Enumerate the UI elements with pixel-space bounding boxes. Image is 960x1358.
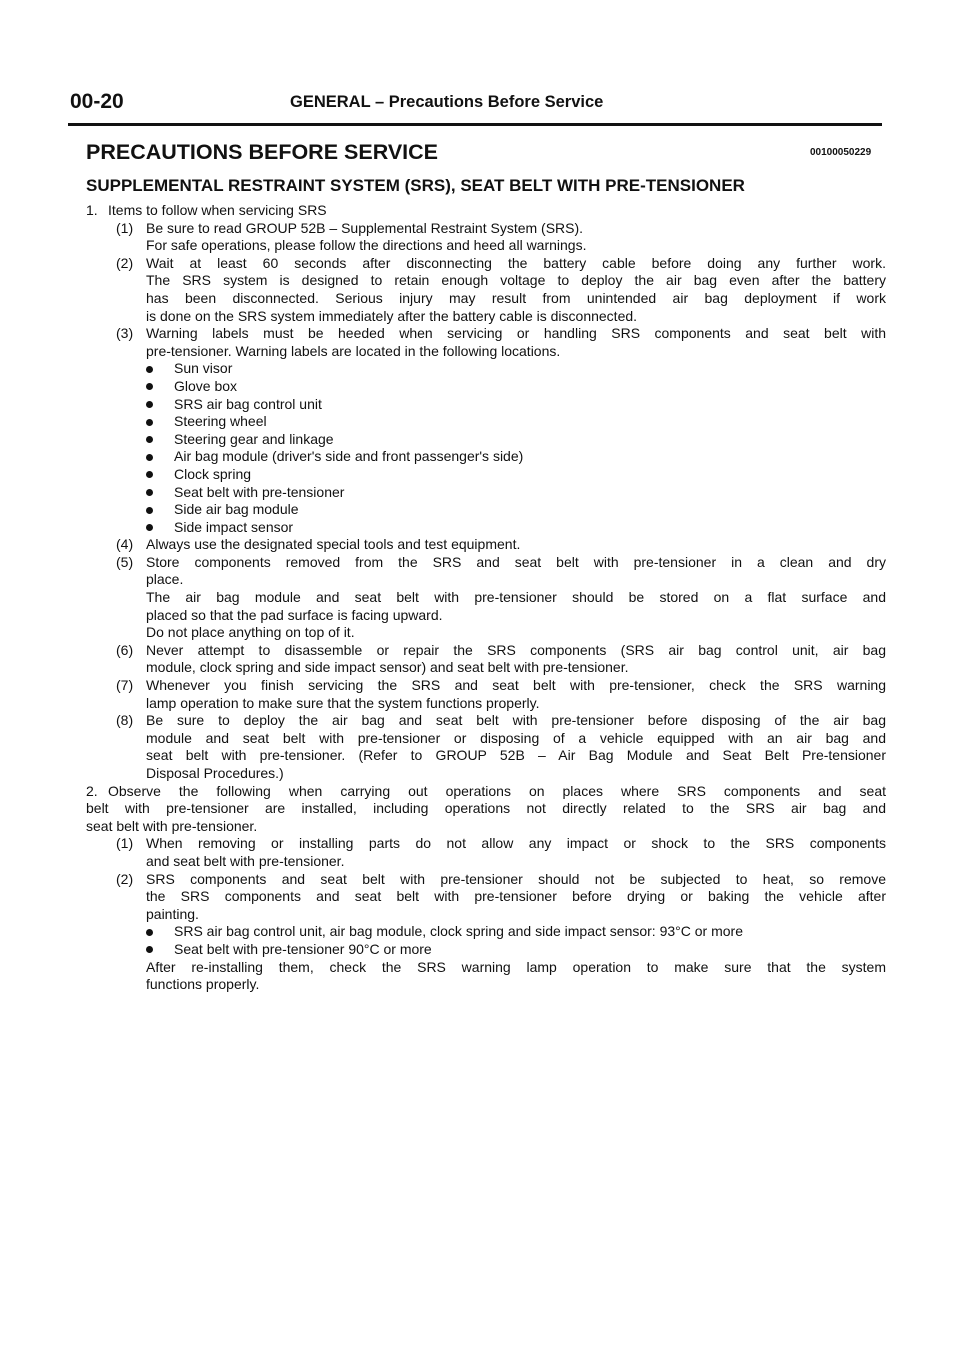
list-item-text: Seat belt with pre-tensioner 90°C or more xyxy=(174,940,432,957)
step-text: Be sure to deploy the air bag and seat belt with pre-tensioner before disposing of the air bag xyxy=(146,712,886,729)
item-1-title xyxy=(86,202,886,220)
bullet-icon xyxy=(146,366,153,373)
list-item-text: Clock spring xyxy=(174,465,252,482)
section-subtitle: SUPPLEMENTAL RESTRAINT SYSTEM (SRS), SEAT BELT WITH PRE-TENSIONER xyxy=(86,176,745,195)
list-item xyxy=(86,466,886,484)
step-1-1-cont: For safe operations, please follow the directions and heed all warnings. xyxy=(146,237,587,254)
bullet-icon xyxy=(146,454,153,461)
step-number: (4) xyxy=(116,536,134,553)
step-text: Never attempt to disassemble or repair the SRS components (SRS air bag control unit, air bag xyxy=(146,641,886,658)
list-item xyxy=(86,448,886,466)
step-1-5-cont: place. xyxy=(146,571,184,588)
step-1-5-cont: placed so that the pad surface is facing upward. xyxy=(146,606,443,623)
step-1-6-cont: module, clock spring and side impact sensor) and seat belt with pre-tensioner. xyxy=(146,659,629,676)
bullet-icon xyxy=(146,471,153,478)
list-item xyxy=(86,501,886,519)
step-1-6 xyxy=(86,642,886,660)
step-text: Be sure to read GROUP 52B – Supplemental Restraint System (SRS). xyxy=(146,219,584,236)
bullet-icon xyxy=(146,489,153,496)
list-item-text: Side impact sensor xyxy=(174,518,294,535)
step-1-3-cont: pre-tensioner. Warning labels are located in the following locations. xyxy=(146,342,561,359)
bullet-icon xyxy=(146,929,153,936)
step-1-8-cont: module and seat belt with pre-tensioner or disposing of a vehicle equipped with an air bag and xyxy=(146,729,886,746)
step-1-2-cont: has been disconnected. Serious injury may result from unintended air bag deployment if work xyxy=(146,289,886,306)
bullet-icon xyxy=(146,946,153,953)
item-text: Observe the following when carrying out operations on places where SRS components and seat xyxy=(108,782,886,799)
step-number: (1) xyxy=(116,835,134,852)
step-number: (3) xyxy=(116,325,134,342)
step-2-2-cont: painting. xyxy=(146,905,199,922)
step-1-3 xyxy=(86,325,886,343)
step-1-2-cont: is done on the SRS system immediately after the battery cable is disconnected. xyxy=(146,307,638,324)
bullet-icon xyxy=(146,507,153,514)
bullet-icon xyxy=(146,524,153,531)
step-2-2-cont: the SRS components and seat belt with pre-tensioner before drying or baking the vehicle after xyxy=(146,888,886,905)
item-number: 2. xyxy=(86,782,98,799)
list-item xyxy=(86,360,886,378)
step-number: (2) xyxy=(116,254,134,271)
list-item-text: SRS air bag control unit, air bag module, clock spring and side impact sensor: 93°C or more xyxy=(174,923,743,940)
step-1-5-cont: Do not place anything on top of it. xyxy=(146,624,355,641)
list-item xyxy=(86,941,886,959)
list-item xyxy=(86,431,886,449)
step-text: SRS components and seat belt with pre-tensioner should not be subjected to heat, so remove xyxy=(146,870,886,887)
bullet-icon xyxy=(146,383,153,390)
step-text: Wait at least 60 seconds after disconnecting the battery cable before doing any further work. xyxy=(146,254,886,271)
step-text: Warning labels must be heeded when servicing or handling SRS components and seat belt with xyxy=(146,325,886,342)
step-1-1 xyxy=(86,220,886,238)
header-title: GENERAL – Precautions Before Service xyxy=(290,93,604,111)
step-number: (7) xyxy=(116,677,134,694)
step-number: (5) xyxy=(116,553,134,570)
item-2-title xyxy=(86,783,886,801)
list-item-text: SRS air bag control unit xyxy=(174,395,322,412)
list-item-text: Sun visor xyxy=(174,360,233,377)
step-1-2 xyxy=(86,255,886,273)
step-number: (8) xyxy=(116,712,134,729)
list-item-text: Seat belt with pre-tensioner xyxy=(174,483,345,500)
step-text: When removing or installing parts do not allow any impact or shock to the SRS components xyxy=(146,835,886,852)
step-text: Whenever you finish servicing the SRS and seat belt with pre-tensioner, check the SRS warning xyxy=(146,677,886,694)
list-item-text: Side air bag module xyxy=(174,501,299,518)
step-2-1 xyxy=(86,835,886,853)
list-item-text: Steering wheel xyxy=(174,413,267,430)
step-number: (2) xyxy=(116,870,134,887)
step-1-7 xyxy=(86,677,886,695)
header-rule xyxy=(68,123,882,126)
list-item xyxy=(86,396,886,414)
document-id: 00100050229 xyxy=(810,147,872,158)
list-item-text: Glove box xyxy=(174,377,238,394)
list-item xyxy=(86,484,886,502)
item-2-cont: belt with pre-tensioner are installed, including operations not directly related to the SRS air bag and xyxy=(86,800,886,817)
page-number: 00-20 xyxy=(70,90,124,113)
step-2-2 xyxy=(86,871,886,889)
step-text: Store components removed from the SRS and seat belt with pre-tensioner in a clean and dry xyxy=(146,553,886,570)
step-1-5 xyxy=(86,554,886,572)
list-item xyxy=(86,923,886,941)
item-number: 1. xyxy=(86,202,98,218)
step-number: (6) xyxy=(116,641,134,658)
list-item xyxy=(86,519,886,537)
bullet-icon xyxy=(146,436,153,443)
step-1-5-cont: The air bag module and seat belt with pre-tensioner should be stored on a flat surface and xyxy=(146,589,886,606)
document-body xyxy=(86,202,886,994)
item-text: Items to follow when servicing SRS xyxy=(108,202,327,218)
step-number: (1) xyxy=(116,219,134,236)
bullet-icon xyxy=(146,401,153,408)
step-1-8 xyxy=(86,712,886,730)
step-1-4 xyxy=(86,536,886,554)
step-2-2-cont: After re-installing them, check the SRS warning lamp operation to make sure that the system xyxy=(146,958,886,975)
step-text: Always use the designated special tools and test equipment. xyxy=(146,536,521,553)
step-1-7-cont: lamp operation to make sure that the system functions properly. xyxy=(146,694,540,711)
step-1-2-cont: The SRS system is designed to retain enough voltage to deploy the air bag even after the battery xyxy=(146,272,886,289)
page-header xyxy=(70,90,890,120)
bullet-icon xyxy=(146,419,153,426)
list-item-text: Air bag module (driver's side and front passenger's side) xyxy=(174,448,524,465)
step-2-1-cont: and seat belt with pre-tensioner. xyxy=(146,852,345,869)
step-1-8-cont: seat belt with pre-tensioner. (Refer to GROUP 52B – Air Bag Module and Seat Belt Pre-tensioner xyxy=(146,747,886,764)
list-item xyxy=(86,413,886,431)
list-item-text: Steering gear and linkage xyxy=(174,430,334,447)
list-item xyxy=(86,378,886,396)
section-title: PRECAUTIONS BEFORE SERVICE xyxy=(86,140,439,164)
item-2-cont: seat belt with pre-tensioner. xyxy=(86,817,258,834)
step-1-8-cont: Disposal Procedures.) xyxy=(146,765,284,781)
step-2-2-cont: functions properly. xyxy=(146,976,260,993)
